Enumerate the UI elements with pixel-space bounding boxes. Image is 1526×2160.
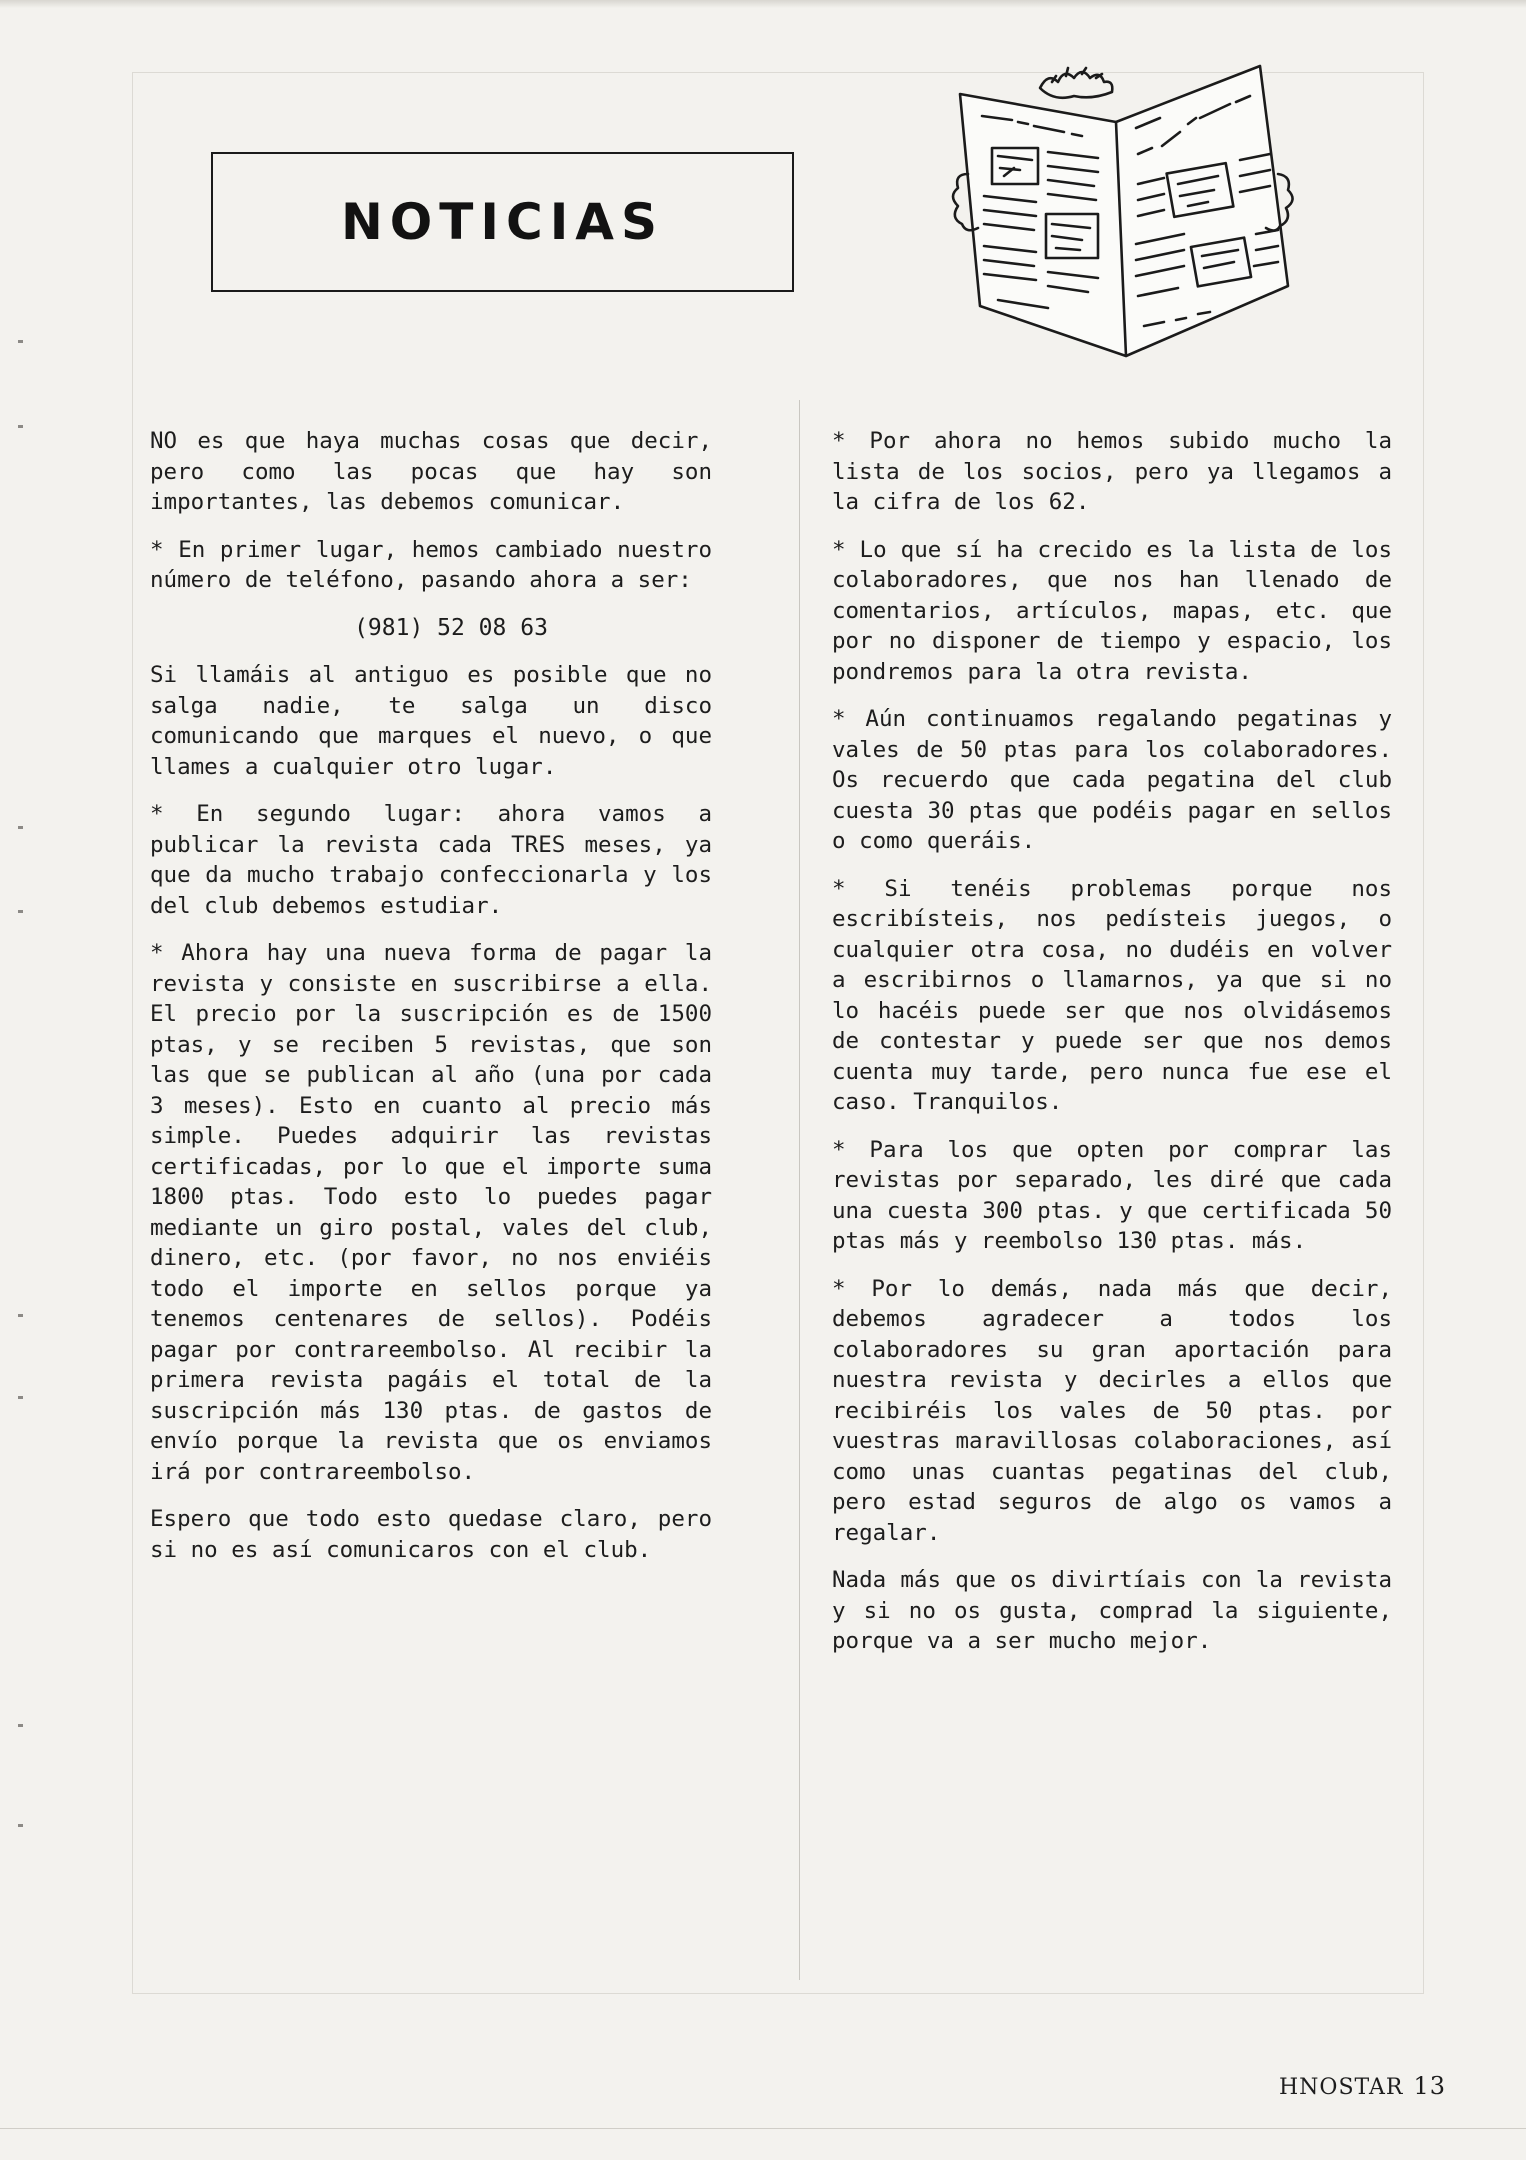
thanks-paragraph: * Por lo demás, nada más que decir, debemos agradecer a todos los colaboradores su gran aportación para nuestra revista y decirles a ellos que recibiréis los vales de 50 ptas. por vuestras maravillosas colaboraciones, así como unas cuantas pegatinas del club, pero estad seguros de algo os vamos a regalar.: [832, 1275, 1392, 1546]
closing-left-paragraph: Espero que todo esto quedase claro, pero si no es así comunicaros con el club.: [150, 1506, 712, 1563]
column-divider: [799, 400, 800, 1980]
page-title: NOTICIAS: [340, 193, 665, 251]
subscription-paragraph: * Ahora hay una nueva forma de pagar la revista y consiste en suscribirse a ella. El precio por la suscripción es de 1500 ptas, y se reciben 5 revistas, que son las que se publican al año (una por cada 3 meses). Esto en cuanto al precio más simple. Puedes adquirir las revistas certificadas, por lo que el importe suma 1800 ptas. Todo esto lo puedes pagar mediante un giro postal, vales del club, dinero, etc. (por favor, no nos enviéis todo el importe en sellos porque ya tenemos centenares de sellos). Podéis pagar por contrareembolso. Al recibir la primera revista pagáis el total de la suscripción más 130 ptas. de gastos de envío porque la revista que os enviamos irá por contrareembolso.: [150, 940, 712, 1485]
members-paragraph: * Por ahora no hemos subido mucho la lista de los socios, pero ya llegamos a la cifra de los 62.: [832, 428, 1392, 515]
problems-paragraph: * Si tenéis problemas porque nos escribísteis, nos pedísteis juegos, o cualquier otra cosa, no dudéis en volver a escribirnos o llamarnos, ya que si no lo hacéis puede ser que nos olvidásemos de contestar y puede ser que nos demos cuenta muy tarde, pero nunca fue ese el caso. Tranquilos.: [832, 875, 1392, 1115]
binding-hole-mark: [18, 1396, 23, 1399]
phone-change-paragraph: * En primer lugar, hemos cambiado nuestro número de teléfono, pasando ahora a ser:: [150, 536, 712, 593]
binding-hole-mark: [18, 826, 23, 829]
stickers-paragraph: * Aún continuamos regalando pegatinas y vales de 50 ptas para los colaboradores. Os recuerdo que cada pegatina del club cuesta 30 ptas que podéis pagar en sellos o como queráis.: [832, 706, 1392, 854]
binding-hole-mark: [18, 1824, 23, 1827]
collaborators-paragraph: * Lo que sí ha crecido es la lista de los colaboradores, que nos han llenado de comentarios, artículos, mapas, etc. que por no disponer de tiempo y espacio, los pondremos para la otra revista.: [832, 536, 1392, 685]
binding-hole-mark: [18, 425, 23, 428]
magazine-name: HNOSTAR: [1278, 2075, 1404, 2100]
binding-hole-mark: [18, 1724, 23, 1727]
bottom-rule: [0, 2128, 1526, 2129]
binding-hole-mark: [18, 1314, 23, 1317]
binding-hole-mark: [18, 340, 23, 343]
old-number-paragraph: Si llamáis al antiguo es posible que no salga nadie, te salga un disco comunicando que marques el nuevo, o que llames a cualquier otro lugar.: [150, 662, 712, 780]
title-box: [211, 152, 794, 292]
phone-number: (981) 52 08 63: [354, 614, 548, 641]
right-column: [832, 426, 1392, 1674]
left-column: [150, 426, 712, 1582]
newspaper-reader-icon: [948, 64, 1302, 374]
separate-purchase-paragraph: * Para los que opten por comprar las revistas por separado, les diré que cada una cuesta 300 ptas. y que certificada 50 ptas más y reembolso 130 ptas. más.: [832, 1136, 1392, 1254]
intro-paragraph: NO es que haya muchas cosas que decir, pero como las pocas que hay son importantes, las debemos comunicar.: [150, 428, 712, 515]
closing-right-paragraph: Nada más que os divirtíais con la revista y si no os gusta, comprad la siguiente, porque va a ser mucho mejor.: [832, 1567, 1392, 1654]
page-top-edge: [0, 0, 1526, 8]
binding-hole-mark: [18, 910, 23, 913]
publication-frequency-paragraph: * En segundo lugar: ahora vamos a publicar la revista cada TRES meses, ya que da mucho trabajo confeccionarla y los del club debemos estudiar.: [150, 801, 712, 919]
page-footer: [1279, 2072, 1446, 2100]
page-number: 13: [1413, 2072, 1446, 2100]
